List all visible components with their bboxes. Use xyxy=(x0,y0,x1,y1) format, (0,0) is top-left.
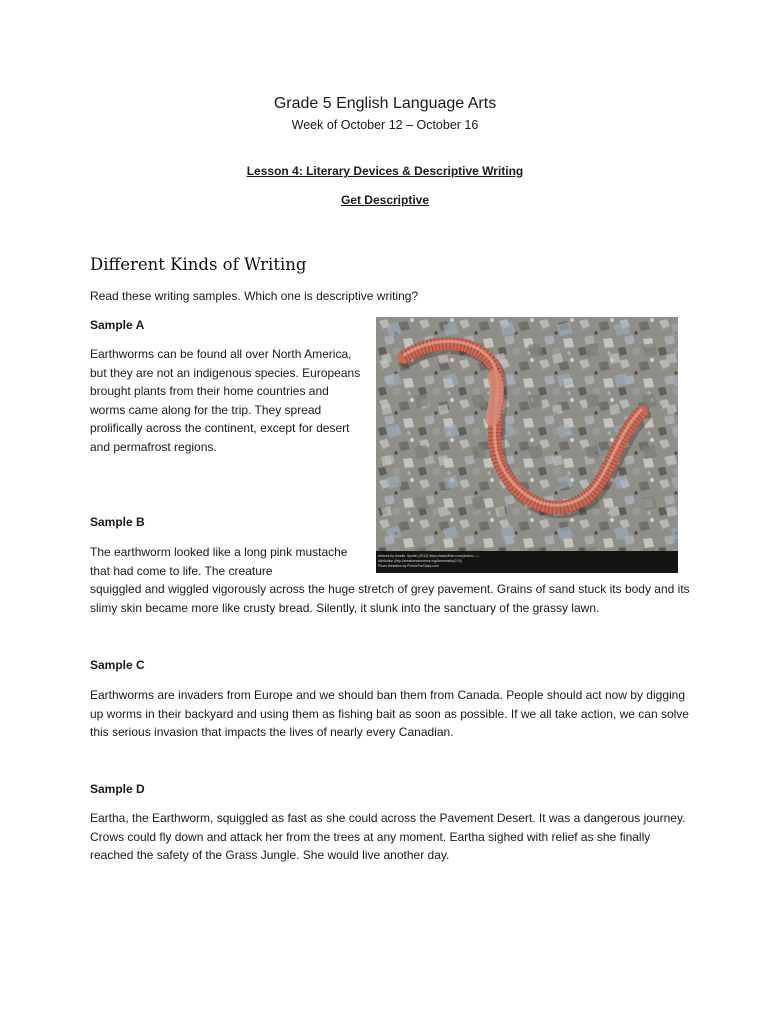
sample-b-text-wrapped: The earthworm looked like a long pink mustache that had come to life. The creature xyxy=(90,545,348,578)
earthworm-photo xyxy=(376,317,678,573)
sample-a-text: Earthworms can be found all over North America, but they are not an indigenous species. Europeans brought plants from their home countries and worms came along for the trip. They spread prolifically across the continent, except for desert and permafrost regions. xyxy=(90,347,361,454)
sample-d-text: Eartha, the Earthworm, squiggled as fast as she could across the Pavement Desert. It was a dangerous journey. Crows could fly down and attack her from the trees at any moment. Eartha sighed with relief as she finally reached the safety of the Grass Jungle. She would live another day. xyxy=(90,811,686,863)
attribution-line-1: Artwork by Amelie. Spoiler (2012) https://www.flickr.com/photos/.../... xyxy=(378,554,481,558)
section-heading: Different Kinds of Writing xyxy=(90,255,307,274)
document-subtitle: Week of October 12 – October 16 xyxy=(291,118,479,132)
lesson-subtitle: Get Descriptive xyxy=(340,193,430,207)
lesson-title: Lesson 4: Literary Devices & Descriptive Writing xyxy=(246,164,524,178)
sample-b-text-full: squiggled and wiggled vigorously across the huge stretch of grey pavement. Grains of sand stuck its body and its slimy skin became more like crusty bread. Silently, it slunk into the sanctuary of the grassy lawn. xyxy=(90,582,690,615)
photo-attribution xyxy=(376,551,678,573)
section-intro: Read these writing samples. Which one is descriptive writing? xyxy=(90,289,419,303)
sample-d-label: Sample D xyxy=(90,782,145,796)
sample-c-text: Earthworms are invaders from Europe and we should ban them from Canada. People should act now by digging up worms in their backyard and using them as fishing bait as soon as possible. If we all take action, we can solve this serious invasion that impacts the lives of nearly every Canadian. xyxy=(90,688,689,740)
attribution-line-3: Photo Websites by PhotosForClass.com xyxy=(378,564,439,568)
document-title: Grade 5 English Language Arts xyxy=(273,95,497,112)
earthworm-illustration xyxy=(376,317,678,573)
sample-a-label: Sample A xyxy=(90,318,145,332)
sample-c-label: Sample C xyxy=(90,658,145,672)
attribution-line-2: Attribution (http://creativecommons.org/licenses/by/2.0/) xyxy=(378,559,462,563)
sample-b-label: Sample B xyxy=(90,515,145,529)
